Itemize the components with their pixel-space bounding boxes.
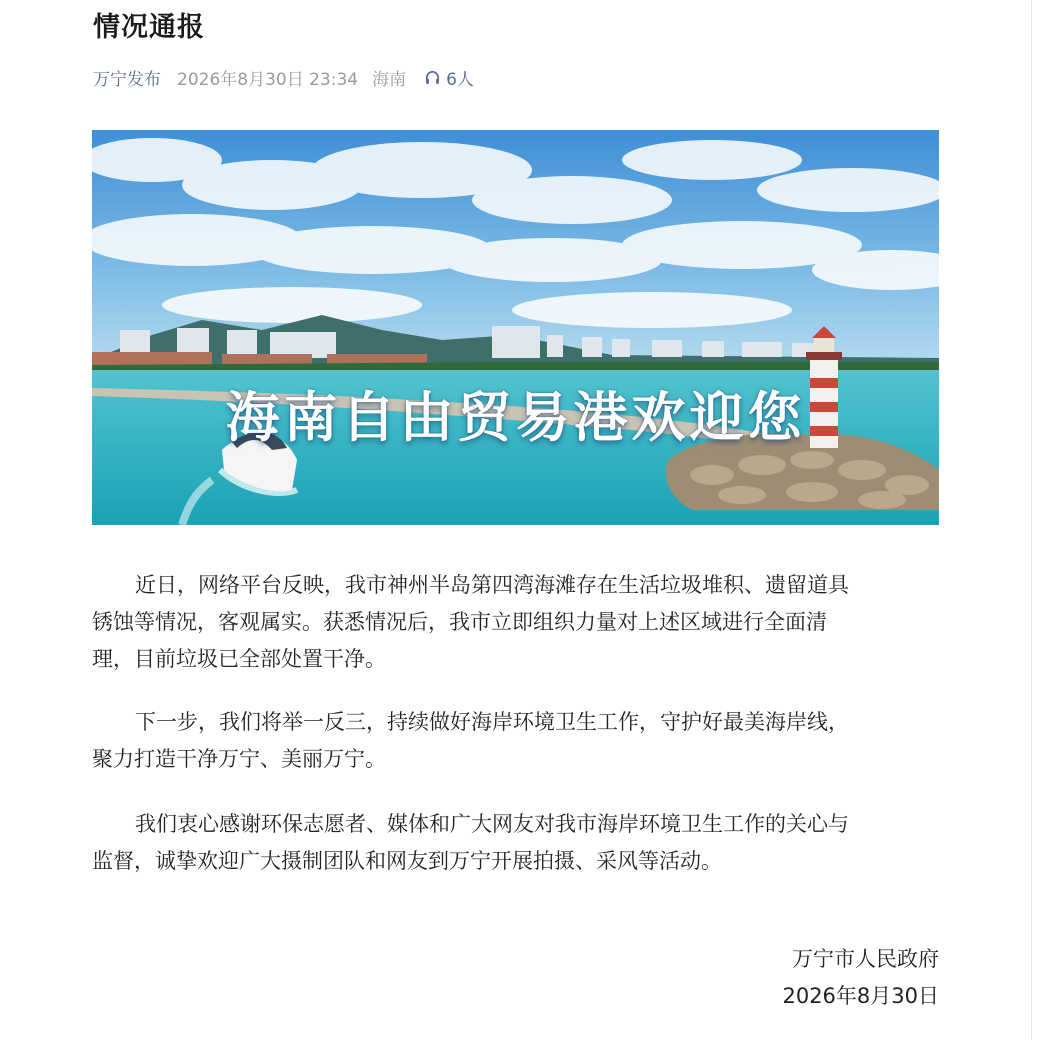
headphones-icon [424,69,441,86]
article-title: 情况通报 [93,12,205,43]
paragraph-line: 理，目前垃圾已全部处置干净。 [92,647,386,671]
paragraph-2 [92,704,942,778]
publish-time: 2026年8月30日 23:34 [177,69,359,90]
paragraph-line: 我们衷心感谢环保志愿者、媒体和广大网友对我市海岸环境卫生工作的关心与 [135,812,849,836]
banner-headline: 海南自由贸易港欢迎您 [225,386,806,449]
banner-image [92,130,939,525]
paragraph-line: 近日，网络平台反映，我市神州半岛第四湾海滩存在生活垃圾堆积、遗留道具 [135,573,849,597]
article-meta [93,62,474,92]
signature-date: 2026年8月30日 [782,984,939,1008]
scrollbar[interactable] [1031,0,1047,1040]
listen-button[interactable] [424,65,474,90]
paragraph-line: 下一步，我们将举一反三，持续做好海岸环境卫生工作，守护好最美海岸线， [135,710,849,734]
listener-count: 6人 [446,69,474,90]
paragraph-1 [92,567,942,678]
publish-region: 海南 [372,69,407,90]
account-name-link[interactable]: 万宁发布 [93,69,161,90]
paragraph-3 [92,806,942,880]
signature-block [782,941,939,1015]
paragraph-line: 锈蚀等情况，客观属实。获悉情况后，我市立即组织力量对上述区域进行全面清 [92,610,827,634]
paragraph-line: 聚力打造干净万宁、美丽万宁。 [92,747,386,771]
signature-organization: 万宁市人民政府 [792,947,939,971]
banner-illustration [92,130,939,525]
paragraph-line: 监督，诚挚欢迎广大摄制团队和网友到万宁开展拍摄、采风等活动。 [92,849,722,873]
